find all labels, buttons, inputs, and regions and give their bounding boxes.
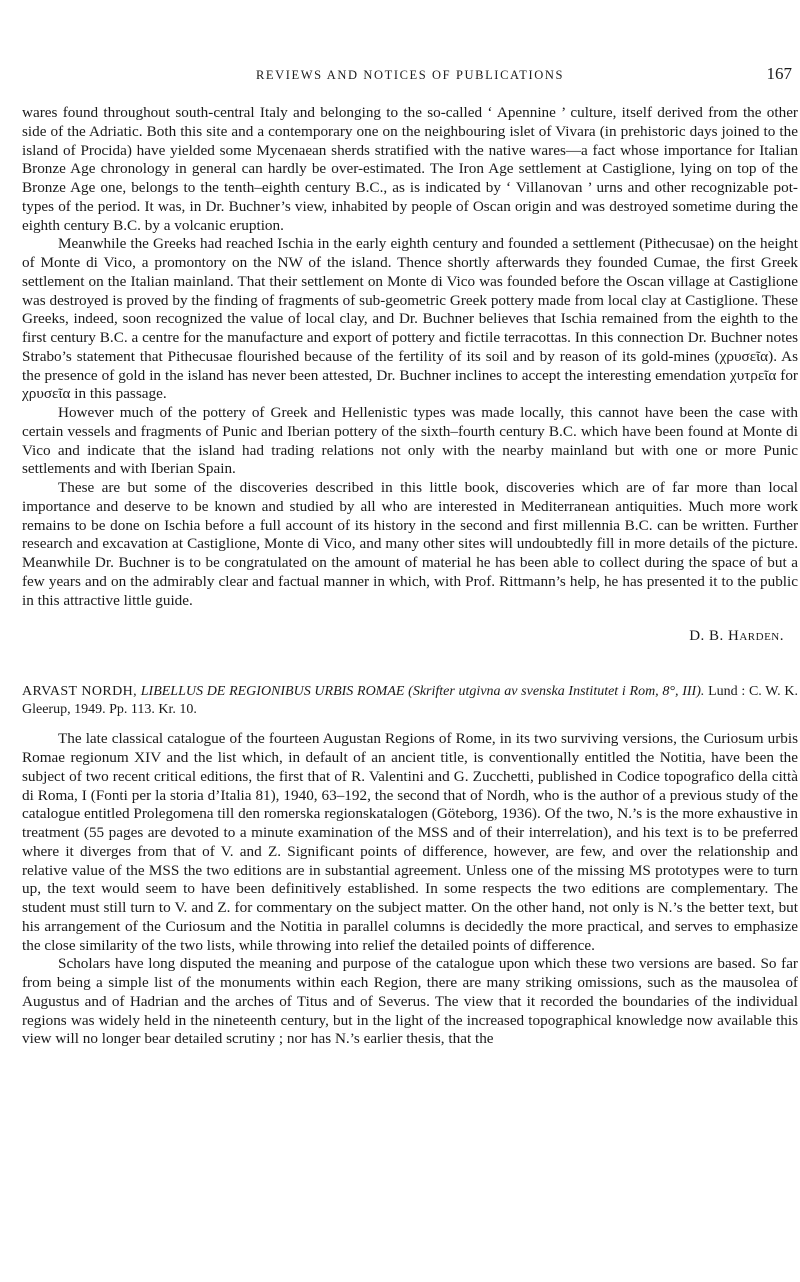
- page-number: 167: [766, 64, 792, 83]
- review2-paragraph-2: Scholars have long disputed the meaning and purpose of the catalogue upon which these two versions are based. So far from being a simple list of the monuments within each Region, there are many striking omissions, such as the mausolea of Augustus and of Hadrian and the arches of Titus and of Severus. The view that it recorded the boundaries of the individual regions was widely held in the nineteenth century, but in the light of the increased topographical knowledge now available this view will no longer bear detailed scrutiny ; nor has N.’s earlier thesis, that the: [22, 955, 798, 1048]
- review2-heading-imprint: Lund : C. W. K. Gleerup, 1949. Pp. 113. Kr. 10.: [22, 684, 798, 717]
- review2-heading-author: ARVAST NORDH,: [22, 684, 138, 700]
- review2-heading: [22, 683, 798, 718]
- review2-paragraph-1: The late classical catalogue of the fourteen Augustan Regions of Rome, in its two surviving versions, the Curiosum urbis Romae regionum XIV and the list which, in default of an ancient title, is conventionally entitled the Notitia, have been the subject of two recent critical editions, the first that of R. Valentini and G. Zucchetti, published in Codice topografico della città di Roma, I (Fonti per la storia d’Italia 81), 1940, 63–192, the second that of Nordh, who is the author of a previous study of the catalogue entitled Prolegomena till den romerska regionskatalogen (Göteborg, 1936). Of the two, N.’s is the more exhaustive in treatment (55 pages are devoted to a minute examination of the MSS and of their interrelation), and his text is to be preferred where it diverges from that of V. and Z. Significant points of difference, however, are few, and over the relationship and relative value of the MSS the two editions are in substantial agreement. Unless one of the missing MS prototypes were to turn up, the text would seem to have been definitively established. In some respects the two editions are complementary. The student must still turn to V. and Z. for commentary on the subject matter. On the other hand, not only is N.’s the better text, but his arrangement of the Curiosum and the Notitia in parallel columns is decidedly the more practical, and serves to emphasize the close similarity of the two lists, while throwing into relief the detailed points of difference.: [22, 730, 798, 954]
- review2-heading-title: LIBELLUS DE REGIONIBUS URBIS ROMAE: [140, 684, 405, 700]
- review2-heading-series: (Skrifter utgivna av svenska Institutet i Rom, 8°, III).: [408, 684, 705, 700]
- review1-paragraph-2: Meanwhile the Greeks had reached Ischia in the early eighth century and founded a settlement (Pithecusae) on the height of Monte di Vico, a promontory on the NW of the island. Thence shortly afterwards they founded Cumae, the first Greek settlement on the Italian mainland. That their settlement on Monte di Vico was founded before the Oscan village at Castiglione was destroyed is proved by the finding of fragments of sub-geometric Greek pottery made from local clay at Castiglione. These Greeks, indeed, soon recognized the value of local clay, and Dr. Buchner believes that Ischia remained from the eighth to the first century B.C. a centre for the manufacture and export of pottery and fictile terracottas. In this connection Dr. Buchner notes Strabo’s statement that Pithecusae flourished because of the fertility of its soil and by reason of its gold-mines (χρυσεῖα). As the presence of gold in the island has never been attested, Dr. Buchner inclines to accept the interesting emendation χυτρεῖα for χρυσεῖα in this passage.: [22, 235, 798, 403]
- review2-body: [22, 730, 798, 1049]
- review1-paragraph-1: wares found throughout south-central Italy and belonging to the so-called ‘ Apennine ’ culture, itself derived from the other side of the Adriatic. Both this site and a contemporary one on the neighbouring islet of Vivara (in prehistoric days joined to the island of Procida) have yielded some Mycenaean sherds stratified with the native wares—a fact whose importance for Italian Bronze Age chronology in general can hardly be over-estimated. The Iron Age settlement at Castiglione, lying on top of the Bronze Age one, belongs to the tenth–eighth century B.C., as is indicated by ‘ Villanovan ’ urns and other recognizable pot-types of the period. It was, in Dr. Buchner’s view, inhabited by people of Oscan origin and was destroyed sometime during the eighth century B.C. by a volcanic eruption.: [22, 104, 798, 234]
- body-text: [22, 104, 798, 1049]
- review1-signature: D. B. Harden.: [689, 628, 784, 645]
- review1-paragraph-4: These are but some of the discoveries described in this little book, discoveries which are of far more than local importance and deserve to be known and studied by all who are interested in Mediterranean antiquities. Much more work remains to be done on Ischia before a full account of its history in the second and first millennia B.C. can be written. Further research and excavation at Castiglione, Monte di Vico, and many other sites will undoubtedly fill in more details of the picture. Meanwhile Dr. Buchner is to be congratulated on the amount of material he has been able to collect during the space of but a few years and on the admirably clear and factual manner in which, with Prof. Rittmann’s help, he has presented it to the public in this attractive little guide.: [22, 479, 798, 609]
- running-head: [22, 0, 798, 83]
- running-title: REVIEWS AND NOTICES OF PUBLICATIONS: [255, 68, 565, 82]
- journal-page: [22, 0, 798, 1282]
- review1-paragraph-3: However much of the pottery of Greek and Hellenistic types was made locally, this cannot have been the case with certain vessels and fragments of Punic and Iberian pottery of the sixth–fourth century B.C. which have been found at Monte di Vico and indicate that the island had trading relations not only with the nearby mainland but with one or more Punic settlements and with Iberian Spain.: [22, 404, 798, 478]
